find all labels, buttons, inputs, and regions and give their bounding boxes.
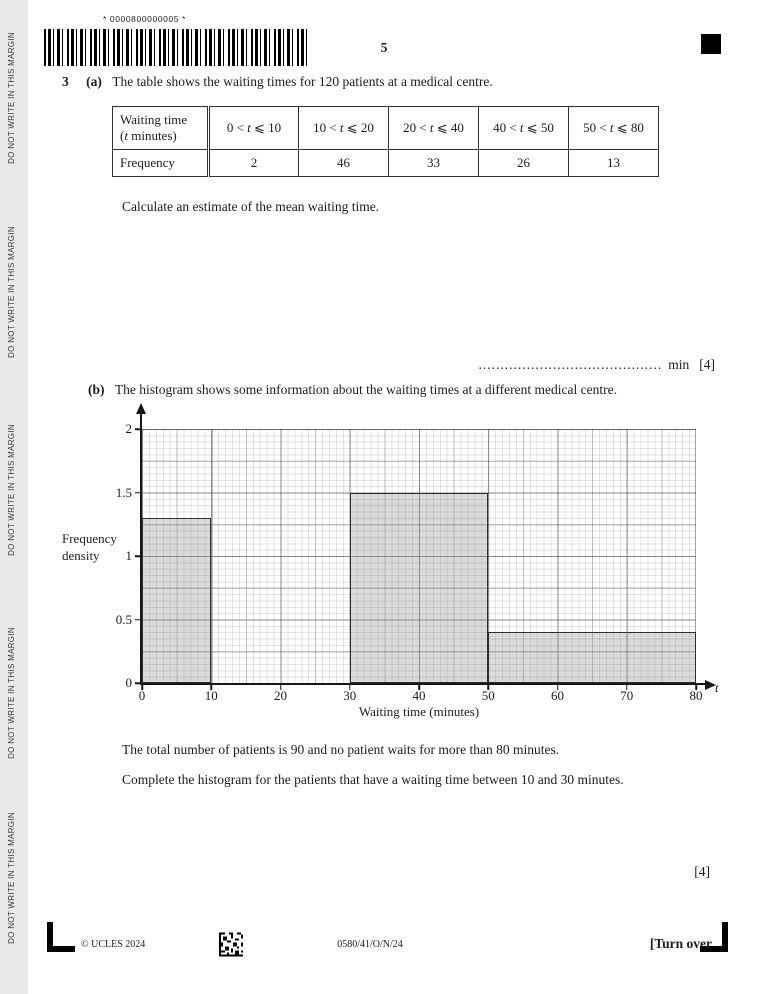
x-tick-label: 0 [138, 688, 146, 703]
candidate-number-text: * 0000800000005 * [103, 14, 186, 24]
barcode [44, 29, 309, 66]
x-variable-label: t [715, 680, 719, 695]
y-tick-label: 1.5 [115, 484, 132, 500]
part-a-intro-text: The table shows the waiting times for 120 patients at a medical centre. [112, 74, 493, 89]
question-number: 3 [62, 74, 69, 89]
question-3b-intro-row [88, 382, 617, 398]
y-tick [135, 619, 140, 621]
table-range-cell: 20 < t ⩽ 40 [389, 107, 479, 150]
turn-over-label: [Turn over [649, 936, 712, 951]
y-tick-label: 0.5 [115, 611, 132, 627]
table-header-frequency: Frequency [113, 150, 209, 177]
table-header-waiting-time: Waiting time (t minutes) [113, 107, 209, 150]
x-tick-label: 80 [689, 688, 703, 703]
footer-copyright: © UCLES 2024 [81, 939, 146, 950]
table-range-cell: 50 < t ⩽ 80 [569, 107, 659, 150]
part-a-marks: [4] [699, 357, 715, 372]
y-tick [135, 492, 140, 494]
answer-dotted-line: .......................................... [478, 357, 663, 372]
corner-mark-left [47, 922, 75, 952]
plot-area [115, 421, 719, 719]
part-b-marks: [4] [694, 864, 710, 879]
table-range-cell: 0 < t ⩽ 10 [209, 107, 299, 150]
x-tick-label: 30 [343, 688, 357, 703]
table-range-cell: 40 < t ⩽ 50 [479, 107, 569, 150]
answer-line [470, 357, 715, 373]
part-b-label: (b) [88, 382, 105, 397]
part-b-note2: Complete the histogram for the patients that have a waiting time between 10 and 30 minutes. [122, 772, 624, 787]
frequency-table [112, 106, 659, 177]
x-tick-label: 10 [204, 688, 218, 703]
x-tick-label: 60 [551, 688, 564, 703]
y-axis-line [140, 413, 142, 429]
y-tick [135, 428, 140, 430]
histogram-bar [142, 518, 211, 683]
table-range-cell: 10 < t ⩽ 20 [299, 107, 389, 150]
x-tick-label: 20 [274, 688, 287, 703]
y-tick [135, 555, 140, 557]
y-tick [135, 682, 140, 684]
page-number: 5 [380, 40, 388, 55]
y-axis-title: Frequency density [62, 531, 117, 563]
x-axis-title: Waiting time (minutes) [358, 704, 480, 719]
part-b-intro-text: The histogram shows some information about the waiting times at a different medical centre. [114, 382, 617, 397]
table-row [113, 150, 659, 177]
margin-note: DO NOT WRITE IN THIS MARGIN [7, 226, 16, 358]
margin-note: DO NOT WRITE IN THIS MARGIN [7, 627, 16, 759]
table-frequency-cell: 2 [209, 150, 299, 177]
part-a-label: (a) [86, 74, 102, 89]
y-axis-arrow-icon [136, 403, 146, 414]
registration-square [701, 34, 721, 54]
table-frequency-cell: 46 [299, 150, 389, 177]
table-frequency-cell: 13 [569, 150, 659, 177]
table-row [113, 107, 659, 150]
table-frequency-cell: 26 [479, 150, 569, 177]
y-tick-label: 1 [125, 548, 132, 563]
part-b-note1: The total number of patients is 90 and no patient waits for more than 80 minutes. [122, 742, 560, 757]
x-tick-label: 70 [620, 688, 634, 703]
x-tick-label: 50 [481, 688, 495, 703]
y-tick-label: 2 [125, 421, 132, 436]
footer-paper-code: 0580/41/O/N/24 [337, 939, 403, 950]
x-tick-label: 40 [412, 688, 426, 703]
margin-note: DO NOT WRITE IN THIS MARGIN [7, 32, 16, 164]
answer-unit: min [668, 357, 690, 372]
table-frequency-cell: 33 [389, 150, 479, 177]
margin-note: DO NOT WRITE IN THIS MARGIN [7, 812, 16, 944]
question-3a-intro-row [62, 74, 493, 90]
histogram-bar [488, 632, 696, 683]
y-tick-label: 0 [125, 675, 132, 690]
part-a-prompt: Calculate an estimate of the mean waiting time. [122, 199, 380, 214]
margin-note: DO NOT WRITE IN THIS MARGIN [7, 424, 16, 556]
histogram-bar [350, 493, 489, 684]
datamatrix-icon [219, 932, 243, 957]
